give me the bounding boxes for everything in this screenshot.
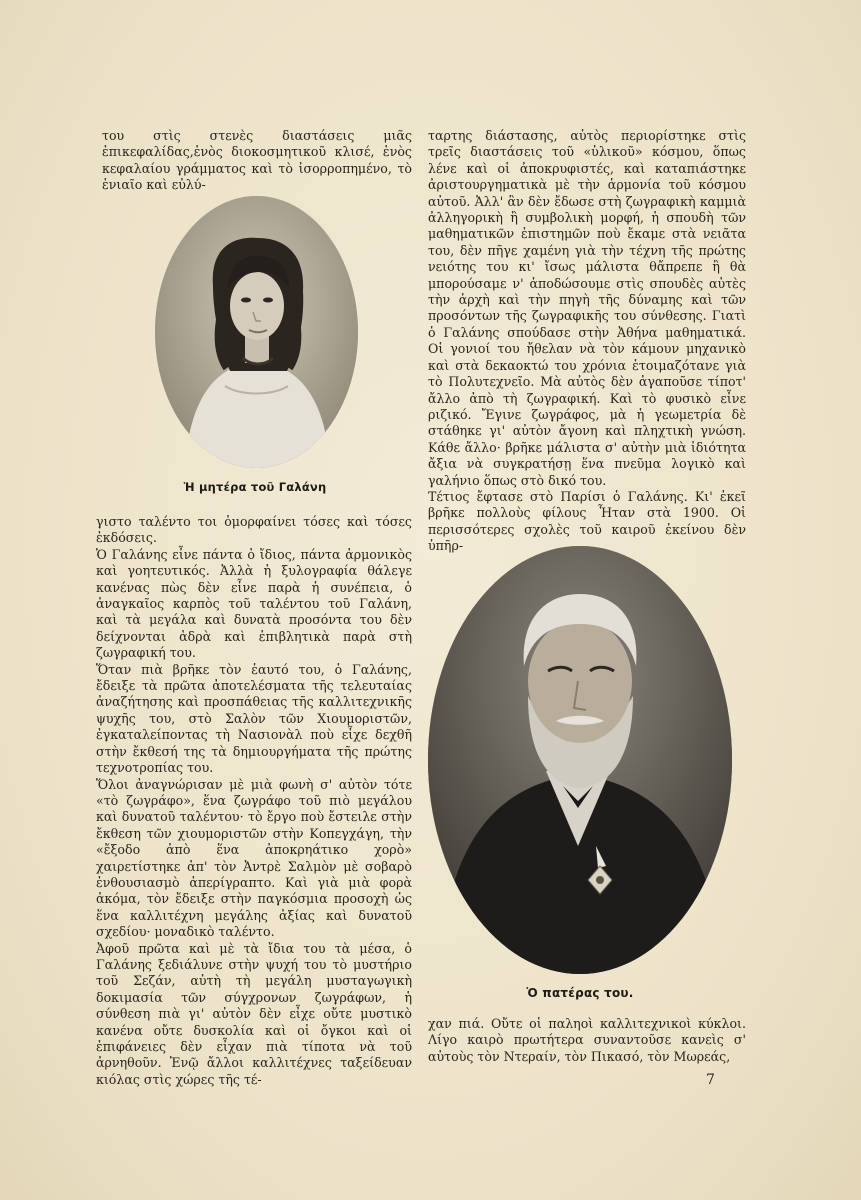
father-portrait-photo	[428, 546, 732, 974]
father-photo-caption: Ὁ πατέρας του.	[526, 986, 634, 1000]
paragraph: γιστο ταλέντο τοι ὀμορφαίνει τόσες καὶ τόσες ἐκδόσεις.	[96, 514, 412, 546]
page-number: 7	[706, 1072, 715, 1088]
paragraph: χαν πιά. Οὔτε οἱ παληοὶ καλλιτεχνικοὶ κύκλοι. Λίγο καιρὸ πρωτήτερα συναντοῦσε κανεὶς σ' αὐτοὺς τὸν Ντεραίν, τὸν Πικασό, τὸν Μωρεάς,	[428, 1016, 746, 1064]
paragraph: Ὁ Γαλάνης εἶνε πάντα ὁ ἴδιος, πάντα ἁρμονικὸς καὶ γοητευτικός. Ἀλλὰ ἡ ξυλογραφία θάλεγε κανένας πὼς δὲν εἶνε παρὰ ἡ συνέπεια, ὁ ἀναγκαῖος καρπὸς τοῦ ταλέντου τοῦ Γαλάνη, καὶ τὰ μεγάλα καὶ δυνατὰ προσόντα του δὲν δείχνονται ἁδρὰ καὶ ἐπιβλητικὰ παρὰ στὴ ζωγραφική του.	[96, 546, 412, 661]
paragraph: Τέτιος ἔφτασε στὸ Παρίσι ὁ Γαλάνης. Κι' ἐκεῖ βρῆκε πολλοὺς φίλους Ἦταν στὰ 1900. Οἱ περισσότερες σχολὲς τοῦ καιροῦ ἐκείνου δὲν ὑπῆρ-	[428, 488, 746, 554]
mother-photo-caption: Ἡ μητέρα τοῦ Γαλάνη	[183, 480, 327, 494]
paragraph: Ὅλοι ἀναγνώρισαν μὲ μιὰ φωνὴ σ' αὐτὸν τότε «τὸ ζωγράφο», ἕνα ζωγράφο τοῦ πιὸ μεγάλου καὶ δυνατοῦ ταλέντου· τὸ ἔργο ποὺ ἔστειλε στὴν ἔκθεση τῶν χιουμοριστῶν στὴν Κοπεγχάγη, τὴν «ἔξοδο ἀπὸ ἕνα ἀποκρηάτικο χορὸ» χαιρετίστηκε ἀπ' τὸν Ἀντρὲ Σαλμὸν μὲ σοβαρὸ ἐνθουσιασμὸ ἀπερίγραπτο. Καὶ γιὰ μιὰ φορὰ ἀκόμα, τὸν ἔδειξε στὴν παγκόσμια προσοχὴ ὡς ἕνα καλλιτέχνη μεγάλης ἀξίας καὶ δυνατοῦ σχεδίου· μοναδικὸ ταλέντο.	[96, 776, 412, 940]
mother-portrait-photo	[155, 196, 358, 468]
right-column-bottom-text	[428, 1016, 746, 1065]
paragraph: του στὶς στενὲς διαστάσεις μιᾶς ἐπικεφαλίδας,ἑνὸς διοκοσμητικοῦ κλισέ, ἑνὸς κεφαλαίου γράμματος καὶ τὸ ἰσορροπημένο, τὸ ἑνιαῖο καὶ εὐλύ-	[102, 128, 412, 193]
left-column-text	[96, 514, 412, 1088]
right-column-top-text	[428, 128, 746, 555]
paragraph: ταρτης διάστασης, αὐτὸς περιορίστηκε στὶς τρεῖς διαστάσεις τοῦ «ὑλικοῦ» κόσμου, ὅπως λένε καὶ οἱ ἀποκρυφιστές, καὶ καταπιάστηκε ἀριστουργηματικὰ μὲ τὴν ἁρμονία τοῦ κόσμου αὐτοῦ. Ἀλλ' ἂν δὲν ἔδωσε στὴ ζωγραφικὴ καμμιὰ ἀλληγορικὴ ἢ συμβολικὴ μορφή, ἡ σπουδὴ τῶν μαθηματικῶν ἐπιστημῶν ποὺ ἔκαμε στὰ νειᾶτα του, δὲν πῆγε χαμένη γιὰ τὴν τέχνη τῆς πρώτης νειότης του κι' ἴσως μάλιστα θἄπρεπε ἢ θὰ μπορούσαμε ν' ἀποδώσουμε στὶς σπουδὲς αὐτὲς τὴν ἀρχὴ καὶ τὴν πηγὴ τῆς δύναμης καὶ τῶν προσόντων τῆς ζωγραφικῆς του σύνθεσης. Γιατὶ ὁ Γαλάνης σπούδασε στὴν Ἀθήνα μαθηματικά. Οἱ γονιοί του ἤθελαν νὰ τὸν κάμουν μηχανικὸ καὶ στὰ δεκαοκτώ του χρόνια ἑτοιμαζότανε γιὰ τὸ Πολυτεχνεῖο. Μὰ αὐτὸς δὲν ἀγαποῦσε τίποτ' ἄλλο ἀπὸ τὴ ζωγραφική. Καὶ τὸ φυσικὸ εἶνε ριζικό. Ἔγινε ζωγράφος, μὰ ἡ γεωμετρία δὲ στάθηκε γι' αὐτὸν ἄγονη καὶ πληχτικὴ γνώση. Κάθε ἄλλο· βρῆκε μάλιστα σ' αὐτὴν μιὰ ἰδιότητα ἄξια νὰ συγκρατήσῃ ἕνα πνεῦμα λογικὸ καὶ γαλήνιο ὅπως στὸ δικό του.	[428, 128, 746, 488]
left-column-top-text	[102, 128, 412, 194]
paragraph: Ὅταν πιὰ βρῆκε τὸν ἑαυτό του, ὁ Γαλάνης, ἔδειξε τὰ πρῶτα ἀποτελέσματα τῆς τελευταίας ἀναζήτησης καὶ προσπάθειας τῆς καλλιτεχνικῆς ψυχῆς του, στὸ Σαλὸν τῶν Χιουμοριστῶν, ἐγκαταλείποντας τὴ Νασιονὰλ ποὺ εἶχε δεχθῆ στὴν ἔκθεσή της τὰ δημιουργήματα τῆς πρώτης τεχνοτροπίας του.	[96, 661, 412, 776]
paragraph: Ἀφοῦ πρῶτα καὶ μὲ τὰ ἴδια του τὰ μέσα, ὁ Γαλάνης ξεδιάλυνε στὴν ψυχή του τὸ μυστήριο τοῦ Σεζάν, αὐτὴ τὴ μεγάλη μυσταγωγικὴ δοκιμασία τῶν σύγχρονων ζωγράφων, ἡ σύνθεση πιὰ γι' αὐτὸν δὲν εἶχε οὔτε μυστικὸ κανένα οὔτε δυσκολία καὶ οἱ ὄγκοι καὶ οἱ ἐπιφάνειες δὲν εἶχαν πιὰ τίποτα νὰ τοῦ ἀρνηθοῦν. Ἐνῷ ἄλλοι καλλιτέχνες ταξείδευαν κιόλας στὶς χώρες τῆς τέ-	[96, 940, 412, 1087]
